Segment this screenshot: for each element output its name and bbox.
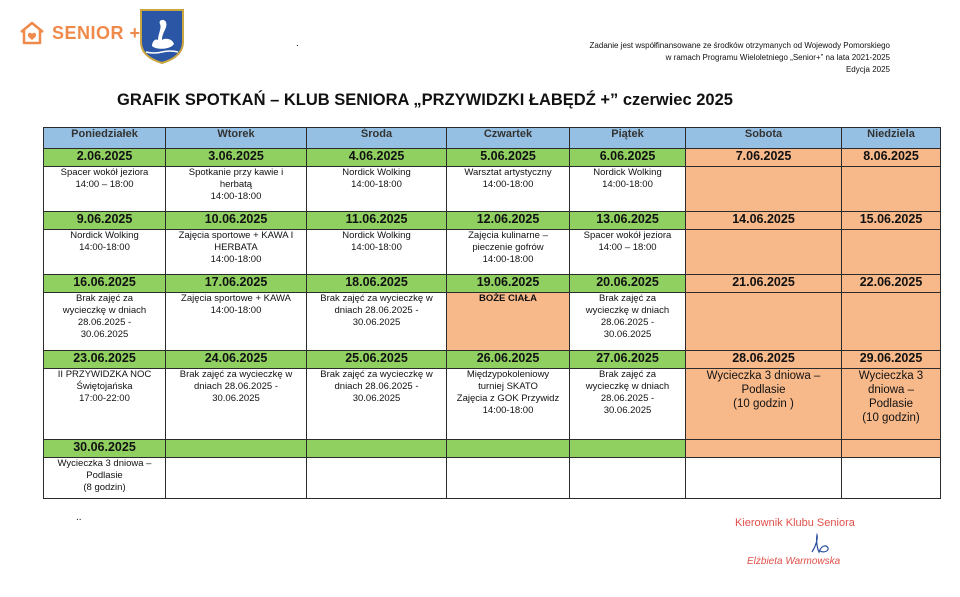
event-line: Międzypokoleniowy	[466, 369, 550, 380]
day-header-row	[44, 128, 941, 149]
day-header: Niedziela	[842, 128, 941, 149]
event-cell	[307, 167, 447, 212]
day-header: Wtorek	[166, 128, 307, 149]
date-cell	[686, 440, 842, 458]
event-line: 17:00-22:00	[79, 393, 130, 404]
event-line: Brak zajęć za	[598, 369, 657, 380]
date-cell: 10.06.2025	[166, 212, 307, 230]
event-row	[44, 293, 941, 351]
page-title: GRAFIK SPOTKAŃ – KLUB SENIORA „PRZYWIDZKI ŁABĘDŹ +” czerwiec 2025	[117, 91, 733, 109]
event-line: 14:00-18:00	[351, 242, 402, 253]
date-cell: 27.06.2025	[570, 351, 686, 369]
day-header: Piątek	[570, 128, 686, 149]
date-cell: 22.06.2025	[842, 275, 941, 293]
event-line: Warsztat artystyczny	[464, 167, 552, 178]
event-line: Zajęcia z GOK Przywidz	[456, 393, 560, 404]
date-cell	[842, 440, 941, 458]
date-cell	[570, 440, 686, 458]
event-line: 30.06.2025	[80, 329, 129, 340]
event-line: dniach 28.06.2025 -	[334, 305, 419, 316]
event-line: Wycieczka 3	[858, 370, 924, 382]
date-row	[44, 440, 941, 458]
date-row	[44, 351, 941, 369]
event-cell	[842, 293, 941, 351]
date-cell: 16.06.2025	[44, 275, 166, 293]
event-line: 14:00-18:00	[482, 405, 534, 416]
event-line: II PRZYWIDZKA NOC	[57, 369, 152, 380]
date-cell: 25.06.2025	[307, 351, 447, 369]
event-line: BOŻE CIAŁA	[478, 293, 538, 304]
event-cell	[686, 369, 842, 440]
event-cell	[44, 293, 166, 351]
day-header: Sobota	[686, 128, 842, 149]
event-line: 30.06.2025	[603, 405, 652, 416]
event-cell	[686, 230, 842, 275]
date-cell: 3.06.2025	[166, 149, 307, 167]
event-line: 30.06.2025	[352, 393, 401, 404]
swan-emblem-icon	[138, 8, 186, 64]
event-line: Spacer wokół jeziora	[583, 230, 672, 241]
date-row	[44, 212, 941, 230]
event-row	[44, 369, 941, 440]
event-line: 30.06.2025	[212, 393, 260, 404]
date-cell: 6.06.2025	[570, 149, 686, 167]
date-cell: 4.06.2025	[307, 149, 447, 167]
funding-line: Edycja 2025	[845, 65, 890, 74]
funding-line: w ramach Programu Wieloletniego „Senior+” na lata 2021-2025	[665, 53, 890, 62]
event-line: pieczenie gofrów	[472, 242, 544, 253]
date-cell	[447, 440, 570, 458]
date-cell: 14.06.2025	[686, 212, 842, 230]
event-line: Brak zajęć za wycieczkę w	[320, 369, 433, 380]
event-line: 28.06.2025 -	[77, 317, 132, 328]
day-header: Poniedziałek	[44, 128, 166, 149]
day-header: Czwartek	[447, 128, 570, 149]
event-cell	[570, 458, 686, 499]
date-cell: 8.06.2025	[842, 149, 941, 167]
senior-plus-logo	[18, 20, 141, 46]
event-line: dniach 28.06.2025 -	[334, 381, 419, 392]
event-line: 28.06.2025 -	[600, 393, 655, 404]
logo-text: SENIOR +	[52, 22, 141, 43]
event-line: Nordick Wolking	[593, 167, 662, 178]
event-line: 14:00-18:00	[602, 179, 653, 190]
event-cell	[570, 293, 686, 351]
event-line: Świętojańska	[76, 381, 133, 392]
event-line: Brak zajęć za	[598, 293, 657, 304]
event-cell	[842, 167, 941, 212]
event-line: 14:00-18:00	[210, 254, 262, 265]
event-line: HERBATA	[214, 242, 258, 253]
event-line: herbatą	[219, 179, 253, 190]
funding-note	[590, 40, 890, 76]
event-cell	[166, 230, 307, 275]
date-cell: 12.06.2025	[447, 212, 570, 230]
date-cell: 30.06.2025	[44, 440, 166, 458]
stray-dot: .	[296, 38, 299, 49]
event-line: 14:00-18:00	[351, 179, 402, 190]
event-cell	[44, 458, 166, 499]
date-cell	[166, 440, 307, 458]
event-line: Nordick Wolking	[342, 167, 411, 178]
date-row	[44, 149, 941, 167]
event-line: 14:00 – 18:00	[75, 179, 134, 190]
event-line: wycieczkę w dniach	[585, 381, 670, 392]
event-cell	[686, 293, 842, 351]
event-cell	[166, 167, 307, 212]
event-cell	[166, 458, 307, 499]
event-cell	[166, 293, 307, 351]
house-heart-icon	[18, 20, 46, 46]
event-cell	[686, 458, 842, 499]
event-line: Spacer wokół jeziora	[60, 167, 149, 178]
event-cell	[307, 458, 447, 499]
day-header: Środa	[307, 128, 447, 149]
signature-scribble-icon	[808, 532, 834, 556]
event-line: Zajęcia sportowe + KAWA	[181, 293, 291, 304]
event-cell	[842, 458, 941, 499]
funding-line: Zadanie jest współfinansowane ze środków otrzymanych od Wojewody Pomorskiego	[589, 41, 890, 50]
event-line: (10 godzin)	[862, 412, 920, 424]
event-cell	[447, 230, 570, 275]
date-cell: 15.06.2025	[842, 212, 941, 230]
date-cell: 21.06.2025	[686, 275, 842, 293]
event-cell	[44, 230, 166, 275]
event-line: Nordick Wolking	[342, 230, 411, 241]
event-line: 14:00-18:00	[482, 254, 534, 265]
event-cell	[447, 369, 570, 440]
event-line: turniej SKATO	[478, 381, 538, 392]
date-row	[44, 275, 941, 293]
event-line: (8 godzin)	[83, 482, 126, 493]
date-cell: 5.06.2025	[447, 149, 570, 167]
event-cell	[44, 369, 166, 440]
date-cell: 20.06.2025	[570, 275, 686, 293]
event-line: 14:00-18:00	[210, 305, 262, 316]
event-line: 30.06.2025	[352, 317, 401, 328]
event-line: 14:00-18:00	[482, 179, 534, 190]
event-line: Wycieczka 3 dniowa –	[706, 370, 821, 382]
event-cell	[44, 167, 166, 212]
event-cell	[570, 167, 686, 212]
event-line: dniowa –	[867, 384, 915, 396]
date-cell: 28.06.2025	[686, 351, 842, 369]
date-cell: 13.06.2025	[570, 212, 686, 230]
event-line: 14:00-18:00	[210, 191, 262, 202]
date-cell: 11.06.2025	[307, 212, 447, 230]
date-cell: 17.06.2025	[166, 275, 307, 293]
event-row	[44, 458, 941, 499]
date-cell: 29.06.2025	[842, 351, 941, 369]
event-line: Spotkanie przy kawie i	[188, 167, 284, 178]
event-line: Brak zajęć za	[75, 293, 134, 304]
event-cell	[307, 230, 447, 275]
event-line: 30.06.2025	[603, 329, 652, 340]
event-row	[44, 230, 941, 275]
date-cell: 9.06.2025	[44, 212, 166, 230]
event-line: Zajęcia kulinarne –	[468, 230, 548, 241]
event-line: Nordick Wolking	[70, 230, 139, 241]
date-cell: 18.06.2025	[307, 275, 447, 293]
signature-title: Kierownik Klubu Seniora	[735, 517, 855, 529]
event-line: Podlasie	[868, 398, 914, 410]
event-line: dniach 28.06.2025 -	[194, 381, 278, 392]
event-cell	[307, 369, 447, 440]
date-cell: 19.06.2025	[447, 275, 570, 293]
event-cell	[447, 167, 570, 212]
date-cell: 26.06.2025	[447, 351, 570, 369]
event-line: Wycieczka 3 dniowa –	[57, 458, 152, 469]
event-line: Zajęcia sportowe + KAWA I	[178, 230, 294, 241]
date-cell	[307, 440, 447, 458]
date-cell: 23.06.2025	[44, 351, 166, 369]
event-line: Podlasie	[86, 470, 123, 481]
event-cell	[307, 293, 447, 351]
event-line: wycieczkę w dniach	[585, 305, 670, 316]
event-line: wycieczkę w dniach	[62, 305, 147, 316]
event-cell	[570, 230, 686, 275]
event-cell	[447, 458, 570, 499]
event-line: Podlasie	[741, 384, 786, 396]
event-cell	[686, 167, 842, 212]
event-cell	[570, 369, 686, 440]
date-cell: 2.06.2025	[44, 149, 166, 167]
event-cell	[166, 369, 307, 440]
date-cell: 7.06.2025	[686, 149, 842, 167]
event-line: Brak zajęć za wycieczkę w	[320, 293, 433, 304]
event-cell	[447, 293, 570, 351]
event-line: 28.06.2025 -	[600, 317, 655, 328]
signature-name: Elżbieta Warmowska	[747, 556, 841, 567]
footer-dots: ..	[76, 512, 82, 523]
event-line: 14:00 – 18:00	[598, 242, 657, 253]
event-row	[44, 167, 941, 212]
event-line: Brak zajęć za wycieczkę w	[179, 369, 293, 380]
date-cell: 24.06.2025	[166, 351, 307, 369]
event-line: (10 godzin )	[733, 398, 794, 410]
event-line: 14:00-18:00	[79, 242, 130, 253]
event-cell	[842, 369, 941, 440]
schedule-table	[43, 127, 941, 499]
event-cell	[842, 230, 941, 275]
